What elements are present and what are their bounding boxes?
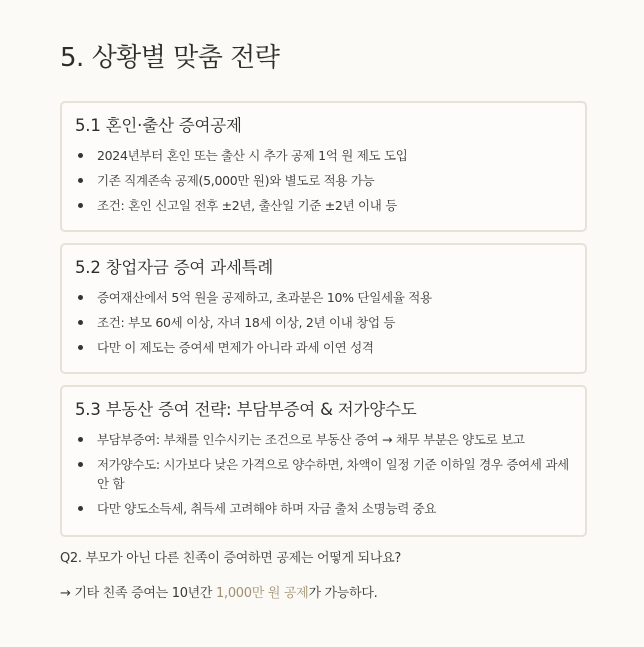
list-item: 저가양수도: 시가보다 낮은 가격으로 양수하면, 차액이 일정 기준 이하일 경우 증여세 과세 안 함 bbox=[75, 455, 575, 493]
faq-answer-highlight: 1,000만 원 공제 bbox=[216, 586, 309, 601]
bullet-list bbox=[75, 146, 575, 215]
faq-answer-prefix: → 기타 친족 증여는 10년간 bbox=[60, 586, 217, 601]
faq-answer bbox=[60, 584, 377, 604]
faq-answer-suffix: 가 가능하다. bbox=[308, 586, 378, 601]
faq-question: Q2. 부모가 아닌 다른 친족이 증여하면 공제는 어떻게 되나요? bbox=[60, 551, 401, 566]
section-card-5-3 bbox=[60, 385, 587, 537]
section-heading: 5.3 부동산 증여 전략: 부담부증여 & 저가양수도 bbox=[75, 400, 417, 419]
bullet-list bbox=[75, 288, 575, 357]
section-heading: 5.2 창업자금 증여 과세특례 bbox=[75, 258, 274, 277]
list-item: 기존 직계존속 공제(5,000만 원)와 별도로 적용 가능 bbox=[75, 171, 575, 190]
list-item: 조건: 부모 60세 이상, 자녀 18세 이상, 2년 이내 창업 등 bbox=[75, 313, 575, 332]
bullet-list bbox=[75, 430, 575, 518]
section-card-5-2 bbox=[60, 243, 587, 374]
list-item: 다만 양도소득세, 취득세 고려해야 하며 자금 출처 소명능력 중요 bbox=[75, 499, 575, 518]
list-item: 부담부증여: 부채를 인수시키는 조건으로 부동산 증여 → 채무 부분은 양도로 보고 bbox=[75, 430, 575, 449]
section-card-5-1 bbox=[60, 101, 587, 232]
list-item: 2024년부터 혼인 또는 출산 시 추가 공제 1억 원 제도 도입 bbox=[75, 146, 575, 165]
list-item: 조건: 혼인 신고일 전후 ±2년, 출산일 기준 ±2년 이내 등 bbox=[75, 196, 575, 215]
list-item: 증여재산에서 5억 원을 공제하고, 초과분은 10% 단일세율 적용 bbox=[75, 288, 575, 307]
list-item: 다만 이 제도는 증여세 면제가 아니라 과세 이연 성격 bbox=[75, 338, 575, 357]
page-title: 5. 상황별 맞춤 전략 bbox=[60, 43, 280, 73]
section-heading: 5.1 혼인·출산 증여공제 bbox=[75, 116, 242, 135]
